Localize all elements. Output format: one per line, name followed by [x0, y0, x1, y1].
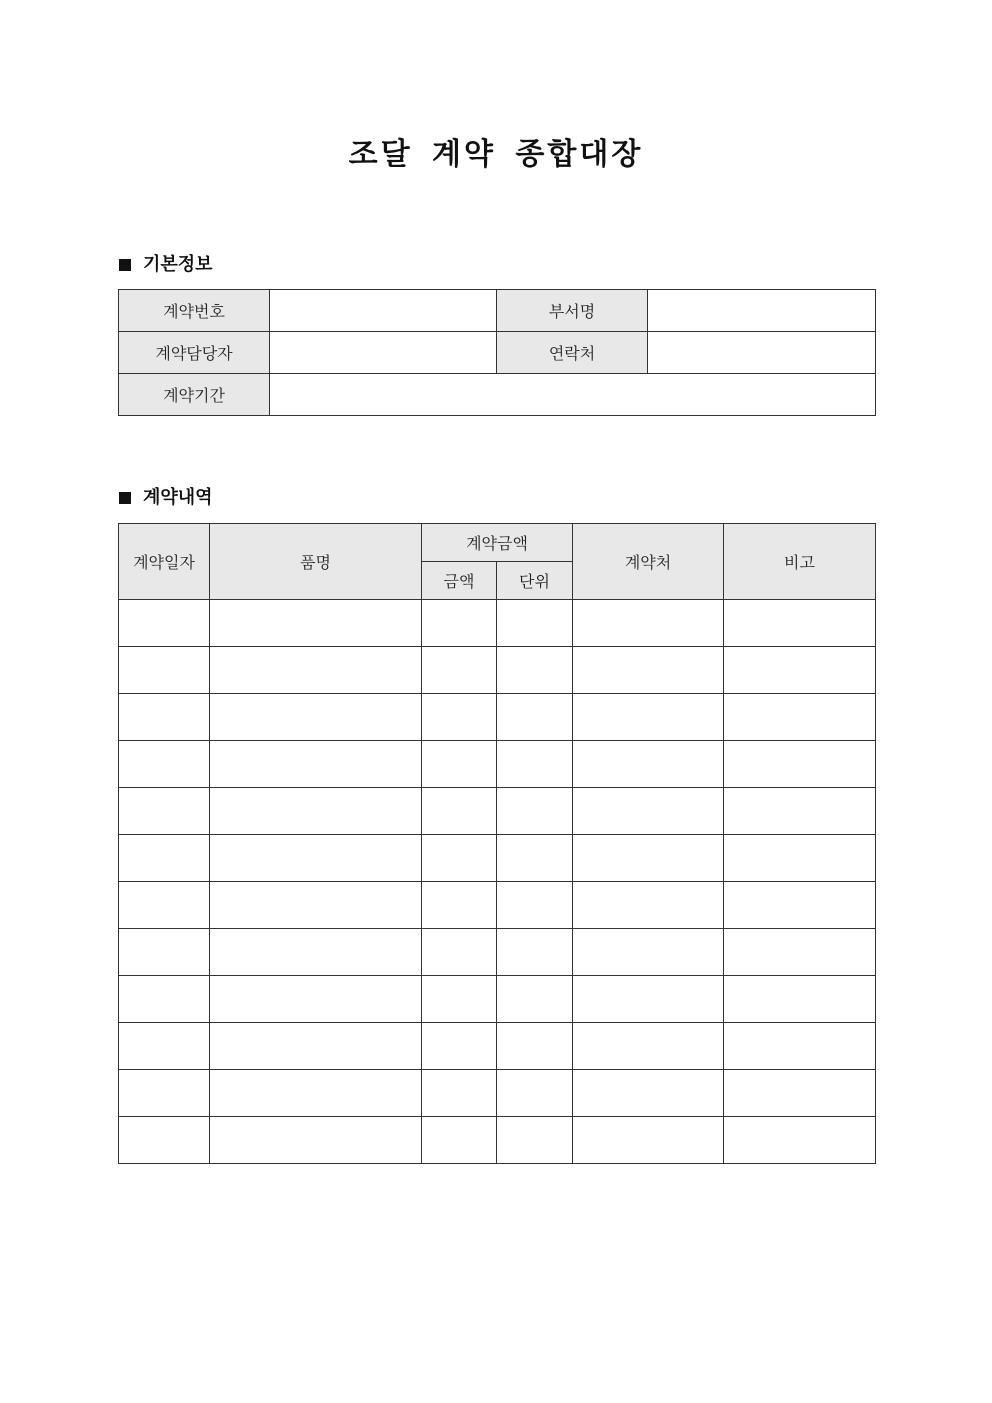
item-cell[interactable]	[210, 929, 422, 976]
section-heading-basic-info	[119, 252, 213, 278]
period-field[interactable]	[270, 374, 876, 416]
unit-cell[interactable]	[497, 1070, 573, 1117]
item-cell[interactable]	[210, 788, 422, 835]
unit-cell[interactable]	[497, 976, 573, 1023]
item-cell[interactable]	[210, 600, 422, 647]
vendor-cell[interactable]	[573, 835, 724, 882]
amount-cell[interactable]	[422, 1070, 497, 1117]
amount-cell[interactable]	[422, 929, 497, 976]
vendor-cell[interactable]	[573, 694, 724, 741]
date-cell[interactable]	[119, 647, 210, 694]
date-cell[interactable]	[119, 882, 210, 929]
date-cell[interactable]	[119, 1117, 210, 1164]
date-cell[interactable]	[119, 788, 210, 835]
note-cell[interactable]	[724, 835, 876, 882]
unit-cell[interactable]	[497, 1117, 573, 1164]
contract-rows	[119, 600, 876, 1164]
note-cell[interactable]	[724, 647, 876, 694]
unit-cell[interactable]	[497, 694, 573, 741]
contact-label: 연락처	[497, 332, 648, 374]
column-header-amount: 금액	[422, 562, 497, 600]
contact-field[interactable]	[648, 332, 876, 374]
section-heading-label: 기본정보	[143, 254, 213, 275]
vendor-cell[interactable]	[573, 788, 724, 835]
column-header-item: 품명	[210, 524, 422, 600]
unit-cell[interactable]	[497, 600, 573, 647]
amount-cell[interactable]	[422, 694, 497, 741]
unit-cell[interactable]	[497, 929, 573, 976]
unit-cell[interactable]	[497, 741, 573, 788]
table-row	[119, 929, 876, 976]
table-row	[119, 976, 876, 1023]
vendor-cell[interactable]	[573, 976, 724, 1023]
date-cell[interactable]	[119, 694, 210, 741]
unit-cell[interactable]	[497, 788, 573, 835]
department-label: 부서명	[497, 290, 648, 332]
table-row	[119, 1070, 876, 1117]
item-cell[interactable]	[210, 647, 422, 694]
unit-cell[interactable]	[497, 882, 573, 929]
table-row	[119, 1023, 876, 1070]
note-cell[interactable]	[724, 600, 876, 647]
vendor-cell[interactable]	[573, 600, 724, 647]
date-cell[interactable]	[119, 600, 210, 647]
item-cell[interactable]	[210, 882, 422, 929]
note-cell[interactable]	[724, 1070, 876, 1117]
basic-info-table	[118, 289, 876, 416]
amount-cell[interactable]	[422, 788, 497, 835]
table-row	[119, 694, 876, 741]
table-row	[119, 835, 876, 882]
column-header-amount-group: 계약금액	[422, 524, 573, 562]
note-cell[interactable]	[724, 929, 876, 976]
column-header-unit: 단위	[497, 562, 573, 600]
unit-cell[interactable]	[497, 647, 573, 694]
item-cell[interactable]	[210, 835, 422, 882]
table-row	[119, 882, 876, 929]
item-cell[interactable]	[210, 1023, 422, 1070]
column-header-vendor: 계약처	[573, 524, 724, 600]
page-title: 조달 계약 종합대장	[348, 137, 644, 172]
contract-number-label: 계약번호	[119, 290, 270, 332]
date-cell[interactable]	[119, 976, 210, 1023]
basic-info-row	[119, 374, 876, 416]
section-heading-label: 계약내역	[143, 487, 213, 508]
unit-cell[interactable]	[497, 835, 573, 882]
table-row	[119, 788, 876, 835]
item-cell[interactable]	[210, 741, 422, 788]
item-cell[interactable]	[210, 694, 422, 741]
item-cell[interactable]	[210, 1117, 422, 1164]
amount-cell[interactable]	[422, 835, 497, 882]
date-cell[interactable]	[119, 741, 210, 788]
table-header-row	[119, 524, 876, 562]
note-cell[interactable]	[724, 694, 876, 741]
vendor-cell[interactable]	[573, 1023, 724, 1070]
vendor-cell[interactable]	[573, 1070, 724, 1117]
table-row	[119, 647, 876, 694]
note-cell[interactable]	[724, 741, 876, 788]
note-cell[interactable]	[724, 976, 876, 1023]
section-heading-contract-details	[119, 485, 213, 511]
note-cell[interactable]	[724, 788, 876, 835]
amount-cell[interactable]	[422, 882, 497, 929]
table-row	[119, 600, 876, 647]
table-row	[119, 1117, 876, 1164]
amount-cell[interactable]	[422, 1023, 497, 1070]
item-cell[interactable]	[210, 1070, 422, 1117]
table-row	[119, 741, 876, 788]
note-cell[interactable]	[724, 1117, 876, 1164]
column-header-note: 비고	[724, 524, 876, 600]
date-cell[interactable]	[119, 1023, 210, 1070]
date-cell[interactable]	[119, 929, 210, 976]
date-cell[interactable]	[119, 835, 210, 882]
note-cell[interactable]	[724, 882, 876, 929]
vendor-cell[interactable]	[573, 929, 724, 976]
contract-details-table	[118, 523, 876, 1164]
square-bullet-icon	[119, 259, 131, 271]
contract-number-field[interactable]	[270, 290, 497, 332]
date-cell[interactable]	[119, 1070, 210, 1117]
amount-cell[interactable]	[422, 741, 497, 788]
item-cell[interactable]	[210, 976, 422, 1023]
basic-info-row	[119, 290, 876, 332]
period-label: 계약기간	[119, 374, 270, 416]
vendor-cell[interactable]	[573, 741, 724, 788]
vendor-cell[interactable]	[573, 882, 724, 929]
department-field[interactable]	[648, 290, 876, 332]
amount-cell[interactable]	[422, 976, 497, 1023]
vendor-cell[interactable]	[573, 1117, 724, 1164]
column-header-date: 계약일자	[119, 524, 210, 600]
unit-cell[interactable]	[497, 1023, 573, 1070]
amount-cell[interactable]	[422, 1117, 497, 1164]
vendor-cell[interactable]	[573, 647, 724, 694]
amount-cell[interactable]	[422, 600, 497, 647]
square-bullet-icon	[119, 492, 131, 504]
note-cell[interactable]	[724, 1023, 876, 1070]
manager-field[interactable]	[270, 332, 497, 374]
amount-cell[interactable]	[422, 647, 497, 694]
manager-label: 계약담당자	[119, 332, 270, 374]
basic-info-row	[119, 332, 876, 374]
